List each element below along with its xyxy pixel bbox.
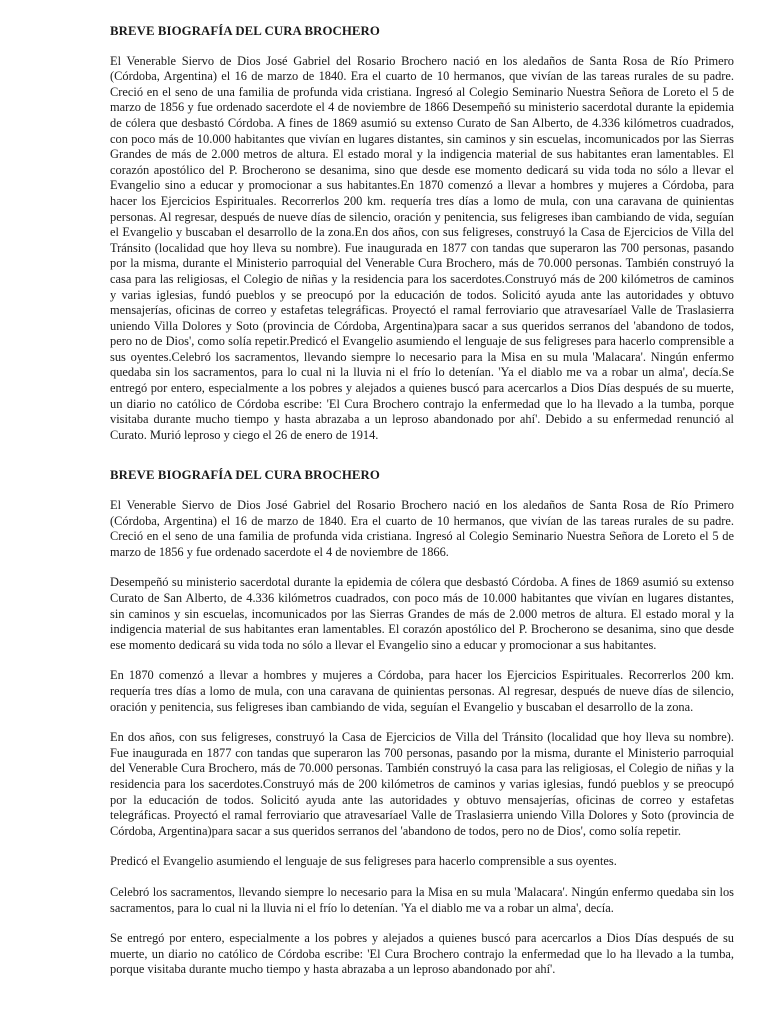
section-gap bbox=[110, 458, 734, 462]
biography-block: El Venerable Siervo de Dios José Gabriel del Rosario Brochero nació en los aledaños de Santa Rosa de Río Primero (Córdoba, Argentina) el 16 de marzo de 1840. Era el cuarto de 10 hermanos, que vivían de las tareas rurales de su padre. Creció en el seno de una familia de profunda vida cristiana. Ingresó al Colegio Seminario Nuestra Señora de Loreto el 5 de marzo de 1856 y fue ordenado sacerdote el 4 de noviembre de 1866 Desempeñó su ministerio sacerdotal durante la epidemia de cólera que desbastó Córdoba. A fines de 1869 asumió su extenso Curato de San Alberto, de 4.336 kilómetros cuadrados, con poco más de 10.000 habitantes que vivían en lugares distantes, sin caminos y sin escuelas, incomunicados por las Sierras Grandes de más de 2.000 metros de altura. El estado moral y la indigencia material de sus habitantes eran lamentables. El corazón apostólico del P. Brocherono se desanima, sino que desde ese momento dedicará su vida toda no sólo a llevar el Evangelio sino a educar y promocionar a sus habitantes.En 1870 comenzó a llevar a hombres y mujeres a Córdoba, para hacer los Ejercicios Espirituales. Recorrerlos 200 km. requería tres días a lomo de mula, con una caravana de quinientas personas. Al regresar, después de nueve días de silencio, oración y penitencia, sus feligreses iban cambiando de vida, seguían el Evangelio y buscaban el desarrollo de la zona.En dos años, con sus feligreses, construyó la Casa de Ejercicios de Villa del Tránsito (localidad que hoy lleva su nombre). Fue inaugurada en 1877 con tandas que superaron las 700 personas, pasando por la misma, durante el Ministerio parroquial del Venerable Cura Brochero, más de 70.000 personas. También construyó la casa para las religiosas, el Colegio de niñas y la residencia para los sacerdotes.Construyó más de 200 kilómetros de caminos y varias iglesias, fundó pueblos y se preocupó por la educación de todos. Solicitó ayuda ante las autoridades y obtuvo mensajerías, oficinas de correo y estafetas telegráficas. Proyectó el ramal ferroviario que atravesaríael Valle de Traslasierra uniendo Villa Dolores y Soto (provincia de Córdoba, Argentina)para sacar a sus queridos serranos del 'abandono de todos, pero no de Dios', como solía repetir.Predicó el Evangelio asumiendo el lenguaje de sus feligreses para hacerlo comprensible a sus oyentes.Celebró los sacramentos, llevando siempre lo necesario para la Misa en su mula 'Malacara'. Ningún enfermo quedaba sin los sacramentos, para lo cual ni la lluvia ni el frío lo detenían. 'Ya el diablo me va a robar un alma', decía.Se entregó por entero, especialmente a los pobres y alejados a quienes buscó para acercarlos a Dios Días después de su muerte, un diario no católico de Córdoba escribe: 'El Cura Brochero contrajo la enfermedad que lo ha llevado a la tumba, porque visitaba durante mucho tiempo y hasta abrazaba a un leproso abandonado por ahí'. Debido a su enfermedad renunció al Curato. Murió leproso y ciego el 26 de enero de 1914. bbox=[110, 53, 734, 442]
paragraph-sacraments: Celebró los sacramentos, llevando siempre lo necesario para la Misa en su mula 'Malacara'. Ningún enfermo quedaba sin los sacramentos, para lo cual ni la lluvia ni el frío lo detenían. 'Ya el diablo me va a robar un alma', decía. bbox=[110, 884, 734, 915]
document-page bbox=[110, 18, 734, 993]
document-title: BREVE BIOGRAFÍA DEL CURA BROCHERO bbox=[110, 24, 380, 38]
paragraph-devotion: Se entregó por entero, especialmente a los pobres y alejados a quienes buscó para acercarlos a Dios Días después de su muerte, un diario no católico de Córdoba escribe: 'El Cura Brochero contrajo la enfermedad que lo ha llevado a la tumba, porque visitaba durante mucho tiempo y hasta abrazaba a un leproso abandonado por ahí'. bbox=[110, 931, 734, 977]
paragraph-preaching: Predicó el Evangelio asumiendo el lenguaje de sus feligreses para hacerlo comprensible a sus oyentes. bbox=[110, 854, 617, 869]
paragraph-birth: El Venerable Siervo de Dios José Gabriel del Rosario Brochero nació en los aledaños de Santa Rosa de Río Primero (Córdoba, Argentina) el 16 de marzo de 1840. Era el cuarto de 10 hermanos, que vivían de las tareas rurales de su padre. Creció en el seno de una familia de profunda vida cristiana. Ingresó al Colegio Seminario Nuestra Señora de Loreto el 5 de marzo de 1856 y fue ordenado sacerdote el 4 de noviembre de 1866. bbox=[110, 498, 734, 559]
paragraph-construction: En dos años, con sus feligreses, construyó la Casa de Ejercicios de Villa del Tránsito (localidad que hoy lleva su nombre). Fue inaugurada en 1877 con tandas que superaron las 700 personas, pasando por la misma, durante el Ministerio parroquial del Venerable Cura Brochero, más de 70.000 personas. También construyó la casa para las religiosas, el Colegio de niñas y la residencia para los sacerdotes.Construyó más de 200 kilómetros de caminos y varias iglesias, fundó pueblos y se preocupó por la educación de todos. Solicitó ayuda ante las autoridades y obtuvo mensajerías, oficinas de correo y estafetas telegráficas. Proyectó el ramal ferroviario que atravesaríael Valle de Traslasierra uniendo Villa Dolores y Soto (provincia de Córdoba, Argentina)para sacar a sus queridos serranos del 'abandono de todos, pero no de Dios', como solía repetir. bbox=[110, 730, 734, 838]
paragraph-ministry: Desempeñó su ministerio sacerdotal durante la epidemia de cólera que desbastó Córdoba. A fines de 1869 asumió su extenso Curato de San Alberto, de 4.336 kilómetros cuadrados, con poco más de 10.000 habitantes que vivían en lugares distantes, sin caminos y sin escuelas, incomunicados por las Sierras Grandes de más de 2.000 metros de altura. El estado moral y la indigencia material de sus habitantes eran lamentables. El corazón apostólico del P. Brocherono se desanima, sino que desde ese momento dedicará su vida toda no sólo a llevar el Evangelio sino a educar y promocionar a sus habitantes. bbox=[110, 575, 734, 652]
document-title-repeat: BREVE BIOGRAFÍA DEL CURA BROCHERO bbox=[110, 468, 380, 483]
paragraph-exercises: En 1870 comenzó a llevar a hombres y mujeres a Córdoba, para hacer los Ejercicios Espirituales. Recorrerlos 200 km. requería tres días a lomo de mula, con una caravana de quinientas personas. Al regresar, después de nueve días de silencio, oración y penitencia, sus feligreses iban cambiando de vida, seguían el Evangelio y buscaban el desarrollo de la zona. bbox=[110, 668, 734, 714]
